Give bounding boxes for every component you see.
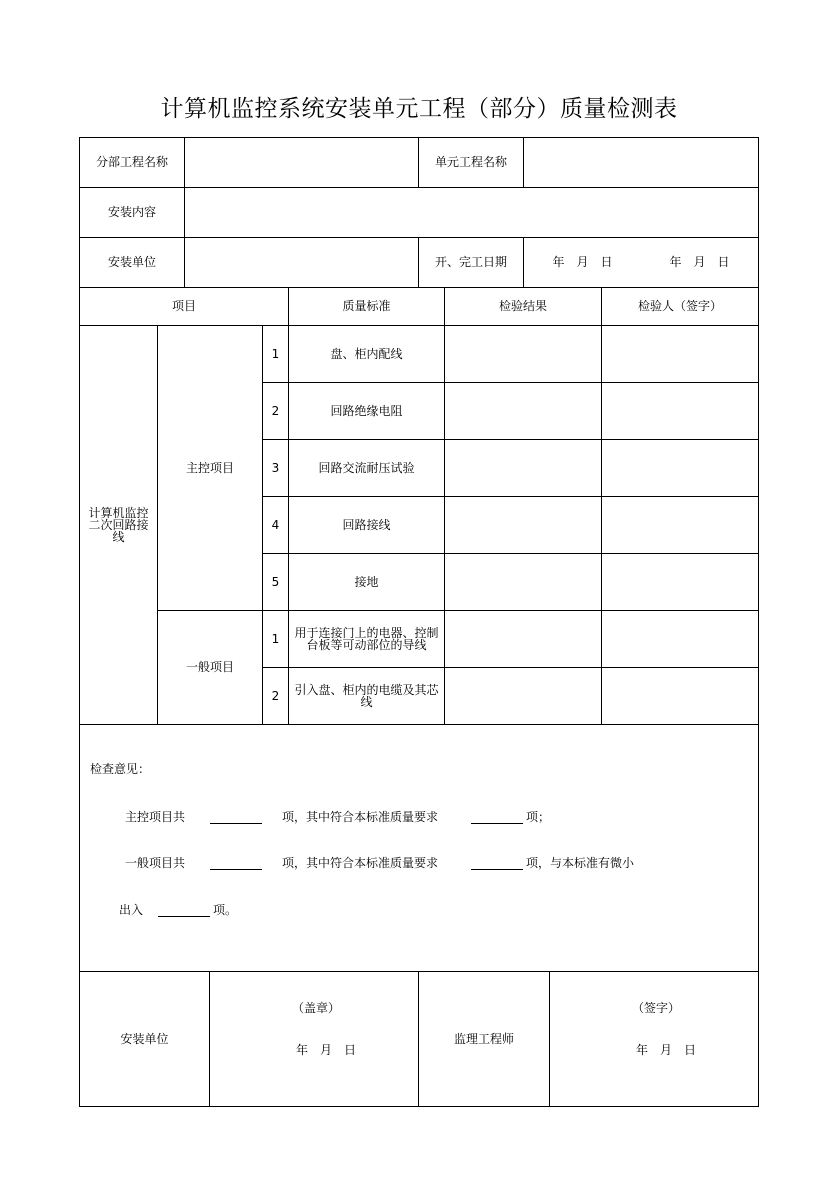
opinion-box (79, 724, 759, 972)
main-suffix: 项； (526, 810, 551, 824)
opinion-label: 检查意见： (90, 762, 151, 776)
main-label: 主控项目 (157, 325, 263, 611)
supervisor-sign-cell[interactable] (549, 971, 759, 1107)
supervisor-date: 年 月 日 (636, 1043, 697, 1057)
general-total-blank[interactable] (210, 868, 262, 870)
installer-label: 安装单位 (79, 237, 185, 288)
content-label: 安装内容 (79, 187, 185, 238)
item-inspector[interactable] (601, 496, 759, 554)
item-number: 3 (262, 439, 289, 497)
main-mid: 项，其中符合本标准质量要求 (282, 810, 439, 824)
item-number: 1 (262, 325, 289, 383)
sign-installer-label: 安装单位 (79, 971, 210, 1107)
header-item: 项目 (79, 287, 289, 326)
general-prefix: 一般项目共 (125, 856, 186, 870)
item-result[interactable] (444, 667, 602, 725)
seal-label: （盖章） (292, 1001, 341, 1015)
header-inspector: 检验人（签字） (601, 287, 759, 326)
deviation-blank[interactable] (158, 915, 210, 917)
item-result[interactable] (444, 610, 602, 668)
item-result[interactable] (444, 553, 602, 611)
item-standard: 用于连接门上的电器、控制台板等可动部位的导线 (288, 610, 445, 668)
content-field[interactable] (184, 187, 759, 238)
date-end: 年 月 日 (669, 255, 730, 269)
date-field[interactable] (523, 237, 759, 288)
header-standard: 质量标准 (288, 287, 445, 326)
date-label: 开、完工日期 (418, 237, 524, 288)
item-standard: 回路交流耐压试验 (288, 439, 445, 497)
group-label: 计算机监控二次回路接线 (79, 325, 158, 725)
item-number: 2 (262, 382, 289, 440)
item-result[interactable] (444, 496, 602, 554)
item-result[interactable] (444, 439, 602, 497)
installer-field[interactable] (184, 237, 419, 288)
general-pass-blank[interactable] (471, 868, 523, 870)
main-total-blank[interactable] (210, 822, 262, 824)
deviation-suffix: 项。 (213, 903, 238, 917)
item-inspector[interactable] (601, 382, 759, 440)
main-pass-blank[interactable] (471, 822, 523, 824)
item-result[interactable] (444, 325, 602, 383)
item-number: 2 (262, 667, 289, 725)
installer-seal-cell[interactable] (209, 971, 419, 1107)
main-prefix: 主控项目共 (125, 810, 186, 824)
general-label: 一般项目 (157, 610, 263, 725)
signature-label: （签字） (632, 1001, 681, 1015)
item-number: 4 (262, 496, 289, 554)
page-title: 计算机监控系统安装单元工程（部分）质量检测表 (160, 96, 678, 122)
header-result: 检验结果 (444, 287, 602, 326)
division-field[interactable] (184, 137, 419, 188)
date-start: 年 月 日 (552, 255, 613, 269)
supervisor-label: 监理工程师 (418, 971, 550, 1107)
unit-label: 单元工程名称 (418, 137, 524, 188)
general-mid: 项，其中符合本标准质量要求 (282, 856, 439, 870)
unit-field[interactable] (523, 137, 759, 188)
item-inspector[interactable] (601, 439, 759, 497)
item-standard: 回路绝缘电阻 (288, 382, 445, 440)
item-standard: 回路接线 (288, 496, 445, 554)
division-label: 分部工程名称 (79, 137, 185, 188)
deviation-prefix: 出入 (119, 903, 144, 917)
item-inspector[interactable] (601, 325, 759, 383)
item-standard: 接地 (288, 553, 445, 611)
item-number: 1 (262, 610, 289, 668)
item-standard: 盘、柜内配线 (288, 325, 445, 383)
general-suffix: 项，与本标准有微小 (526, 856, 635, 870)
item-result[interactable] (444, 382, 602, 440)
item-standard: 引入盘、柜内的电缆及其芯线 (288, 667, 445, 725)
item-number: 5 (262, 553, 289, 611)
item-inspector[interactable] (601, 610, 759, 668)
installer-date: 年 月 日 (296, 1043, 357, 1057)
item-inspector[interactable] (601, 553, 759, 611)
item-inspector[interactable] (601, 667, 759, 725)
